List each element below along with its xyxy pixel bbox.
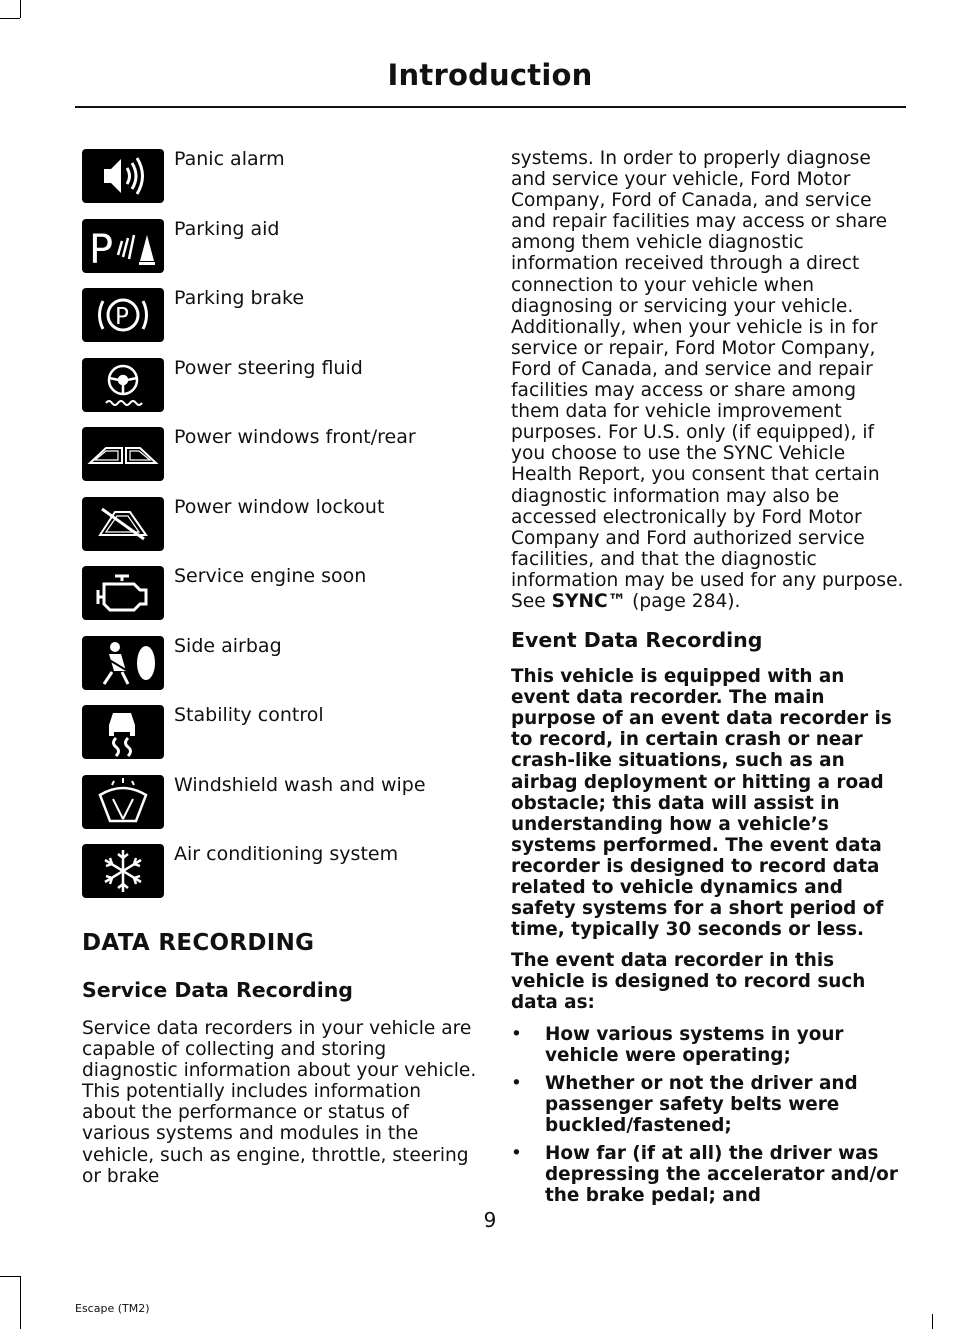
parking-aid-icon xyxy=(82,219,164,273)
body-paragraph xyxy=(511,148,906,612)
legend-label: Windshield wash and wipe xyxy=(174,773,426,796)
crop-mark xyxy=(0,18,20,19)
page-number: 9 xyxy=(483,1208,497,1232)
header-rule xyxy=(75,106,906,108)
page-reference: (page 284). xyxy=(626,590,741,612)
document-code: Escape (TM2) xyxy=(75,1302,150,1315)
list-item xyxy=(511,1024,906,1066)
legend-label: Side airbag xyxy=(174,634,282,657)
list-item xyxy=(511,1073,906,1136)
bullet-mark: • xyxy=(511,1023,522,1045)
windshield-wash-wipe-icon xyxy=(82,775,164,829)
legend-label: Power window lockout xyxy=(174,495,385,518)
page-title: Introduction xyxy=(387,58,593,92)
power-windows-icon xyxy=(82,427,164,481)
legend-row-parking-aid xyxy=(82,218,482,288)
legend-row-power-windows xyxy=(82,426,482,496)
left-column xyxy=(82,928,477,1187)
bullet-mark: • xyxy=(511,1143,522,1165)
list-item xyxy=(511,1143,906,1206)
service-engine-soon-icon xyxy=(82,566,164,620)
body-paragraph: Service data recorders in your vehicle are capable of collecting and storing diagnostic information about your vehicle. This potentially includes information about the performance or status of various systems and modules in the vehicle, such as engine, throttle, steering or brake xyxy=(82,1018,477,1187)
legend-label: Parking aid xyxy=(174,217,280,240)
power-steering-fluid-icon xyxy=(82,358,164,412)
crop-mark xyxy=(0,1276,20,1277)
panic-alarm-icon xyxy=(82,149,164,203)
icon-legend xyxy=(82,148,482,913)
legend-label: Power windows front/rear xyxy=(174,426,416,448)
legend-label: Panic alarm xyxy=(174,148,285,170)
stability-control-icon xyxy=(82,705,164,759)
parking-brake-icon xyxy=(82,288,164,342)
legend-row-power-window-lockout xyxy=(82,496,482,566)
legend-label: Air conditioning system xyxy=(174,843,399,865)
legend-row-panic-alarm xyxy=(82,148,482,218)
subsection-heading: Event Data Recording xyxy=(511,628,763,653)
legend-label: Power steering fluid xyxy=(174,356,363,379)
bold-paragraph: The event data recorder in this vehicle is designed to record such data as: xyxy=(511,950,866,1014)
crop-mark xyxy=(932,1314,933,1329)
bullet-mark: • xyxy=(511,1072,522,1094)
paragraph-text: systems. In order to properly diagnose and service your vehicle, Ford Motor Company, Ford of Canada, and service and repair facilities may access or share among them vehicle diagnostic information received through a direct connection to your vehicle when diagnosing or servicing your vehicle. Additionally, when your vehicle is in for service or repair, Ford Motor Company, Ford of Canada, and service and repair facilities may access or share among them data for vehicle improvement purposes. For U.S. only (if equipped), if you choose to use the SYNC Vehicle Health Report, you consent that certain diagnostic information may also be accessed electronically by Ford Motor Company and Ford authorized service facilities, and that the diagnostic information may be used for any purpose. See xyxy=(511,148,904,612)
legend-row-side-airbag xyxy=(82,635,482,705)
air-conditioning-icon xyxy=(82,844,164,898)
section-heading: DATA RECORDING xyxy=(82,930,315,956)
legend-row-air-conditioning xyxy=(82,843,482,913)
legend-row-service-engine-soon xyxy=(82,565,482,635)
legend-row-windshield-wash-wipe xyxy=(82,774,482,844)
legend-label: Stability control xyxy=(174,704,324,726)
svg-text:P: P xyxy=(89,226,114,273)
bullet-list xyxy=(511,1024,906,1207)
legend-row-parking-brake xyxy=(82,287,482,357)
legend-label: Service engine soon xyxy=(174,565,367,587)
bold-paragraph: This vehicle is equipped with an event data recorder. The main purpose of an event data recorder is to record, in certain crash or near crash-like situations, such as an airbag deployment or hitting a road obstacle; this data will assist in understanding how a vehicle’s systems performed. The event data recorder is designed to record data related to vehicle dynamics and safety systems for a short period of time, typically 30 seconds or less. xyxy=(511,666,892,941)
power-window-lockout-icon xyxy=(82,497,164,551)
list-item-text: Whether or not the driver and passenger safety belts were buckled/fastened; xyxy=(545,1072,858,1136)
crop-mark xyxy=(20,0,21,18)
legend-row-power-steering-fluid xyxy=(82,357,482,427)
side-airbag-icon xyxy=(82,636,164,690)
legend-row-stability-control xyxy=(82,704,482,774)
legend-label: Parking brake xyxy=(174,287,305,309)
cross-reference-link[interactable]: SYNC™ xyxy=(551,590,627,612)
subsection-heading: Service Data Recording xyxy=(82,978,353,1002)
right-column xyxy=(511,148,906,1213)
crop-mark xyxy=(20,1276,21,1329)
list-item-text: How far (if at all) the driver was depressing the accelerator and/or the brake pedal; and xyxy=(545,1143,898,1207)
list-item-text: How various systems in your vehicle were operating; xyxy=(545,1023,844,1066)
svg-text:P: P xyxy=(115,304,129,330)
